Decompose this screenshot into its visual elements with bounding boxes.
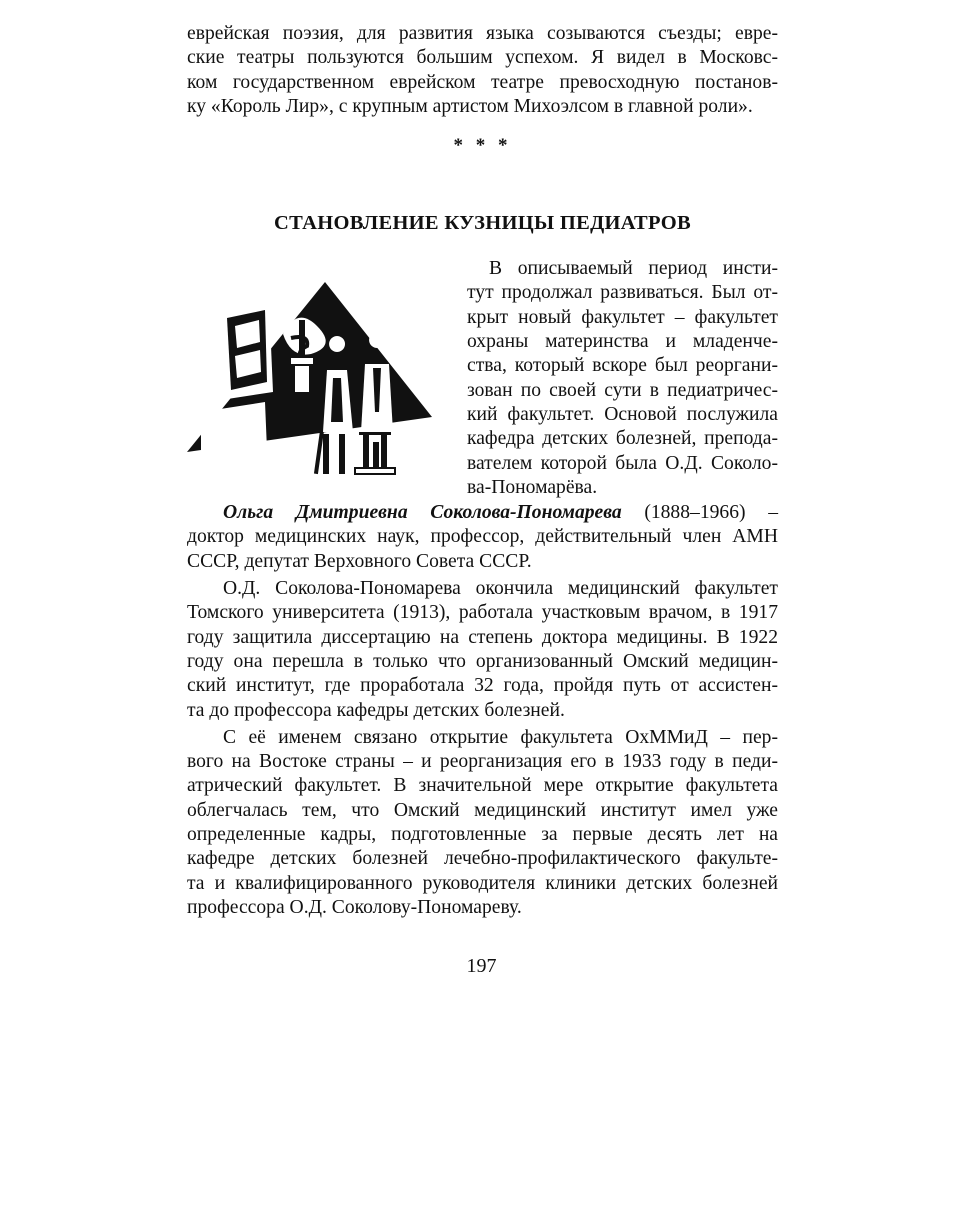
text-line: Томского университета (1913), работала участковым врачом, в 1917 [187,602,778,624]
person-name: Ольга Дмитриевна Соколова-Пономарева [223,502,622,524]
text-line: охраны материнства и младенче- [467,331,778,353]
text-line: ку «Король Лир», с крупным артистом Михоэлсом в главной роли». [187,95,753,117]
text-line: крыт новый факультет – факультет [467,306,778,328]
text-line: С её именем связано открытие факультета ОхММиД – пер- [223,726,778,748]
text-line: ком государственном еврейском театре превосходную постанов- [187,71,778,93]
text-line: году защитила диссертацию на степень доктора медицины. В 1922 [187,626,778,648]
text-line: определенные кадры, подготовленные за первые десять лет на [187,824,778,846]
page-number: 197 [466,955,497,977]
paragraph-2 [187,577,778,723]
bio-years: (1888–1966) – [621,502,778,524]
text-line: ства, который вскоре был реоргани- [467,355,778,377]
text-line: О.Д. Соколова-Пономарева окончила медицинский факультет [223,578,778,600]
text-line: ва-Пономарёва. [467,476,598,498]
text-line: та до профессора кафедры детских болезней. [187,699,565,721]
text-line: году она перешла в только что организованный Омский медицин- [187,650,778,672]
text-line: профессора О.Д. Соколову-Пономареву. [187,896,522,918]
paragraph-3 [187,726,778,920]
text-line [187,501,778,525]
text-line: тут продолжал развиваться. Был от- [467,282,778,304]
text-line: зован по своей сути в педиатричес- [467,379,778,401]
bio-paragraph [187,501,778,574]
text-line: облегчалась тем, что Омский медицинский институт имел уже [187,799,778,821]
text-line: вого на Востоке страны – и реорганизация его в 1933 году в педи- [187,751,778,773]
page-body [187,22,778,920]
text-line: кафедре детских болезней лечебно-профилактического факульте- [187,848,778,870]
section-title: СТАНОВЛЕНИЕ КУЗНИЦЫ ПЕДИАТРОВ [274,212,691,235]
text-line: вателем которой была О.Д. Соколо- [467,452,778,474]
intro-paragraph [187,22,778,119]
text-line: еврейская поэзия, для развития языка созываются съезды; евре- [187,23,778,44]
text-line: ский институт, где проработала 32 года, пройдя путь от ассистен- [187,675,778,697]
side-paragraph [467,257,778,500]
text-line: та и квалифицированного руководителя клиники детских болезней [187,872,778,894]
text-line: атрический факультет. В значительной мере открытие факультета [187,775,778,797]
text-line: СССР, депутат Верховного Совета СССР. [187,550,532,572]
text-line: доктор медицинских наук, профессор, действительный член АМН [187,526,778,548]
section-separator: * * * [453,135,512,157]
text-line: кий факультет. Основой послужила [467,403,778,425]
text-line: В описываемый период инсти- [489,258,778,280]
text-line: ские театры пользуются большим успехом. Я видел в Московс- [187,47,778,69]
medical-emblem-illustration [187,282,432,482]
text-line: кафедра детских болезней, препода- [467,428,778,450]
figure-block [187,257,778,499]
